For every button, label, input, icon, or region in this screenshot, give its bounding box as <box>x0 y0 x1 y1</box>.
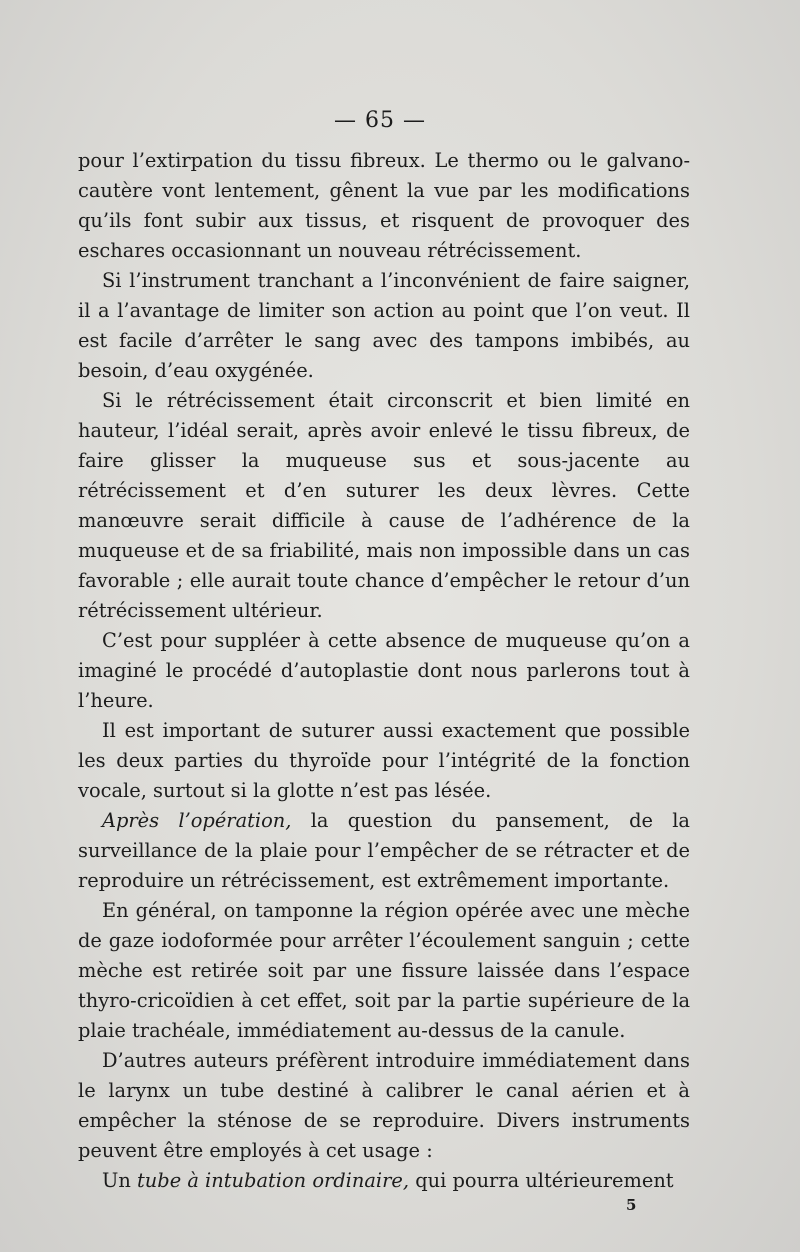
paragraph-lead: Un <box>102 1169 137 1192</box>
paragraph <box>78 1166 690 1196</box>
paragraph: En général, on tamponne la région opérée avec une mèche de gaze iodoformée pour arrêter l’écoulement sanguin ; cette mèche est retirée soit par une fissure laissée dans l’espace thyro-cricoïdien à cet effet, soit par la partie supérieure de la plaie trachéale, immédiatement au-dessus de la canule. <box>78 899 690 1042</box>
paragraph: pour l’extirpation du tissu fibreux. Le thermo ou le galvano-cautère vont lentement, gênent la vue par les modifications qu’ils font subir aux tissus, et risquent de provoquer des eschares occasionnant un nouveau rétrécissement. <box>78 149 690 262</box>
signature-mark: 5 <box>626 1196 637 1214</box>
paragraph-text: qui pourra ultérieurement <box>409 1169 674 1192</box>
page-number: — 65 — <box>334 108 426 133</box>
italic-lead: tube à intubation ordinaire, <box>137 1169 410 1192</box>
paragraph: C’est pour suppléer à cette absence de muqueuse qu’on a imaginé le procédé d’autoplastie dont nous parlerons tout à l’heure. <box>78 629 690 712</box>
paragraph <box>78 806 690 896</box>
paragraph: Il est important de suturer aussi exactement que possible les deux parties du thyroïde pour l’intégrité de la fonction vocale, surtout si la glotte n’est pas lésée. <box>78 719 690 802</box>
paragraph: D’autres auteurs préfèrent introduire immédiatement dans le larynx un tube destiné à calibrer le canal aérien et à empêcher la sténose de se reproduire. Divers instruments peuvent être employés à cet usage : <box>78 1049 690 1162</box>
paragraph: Si le rétrécissement était circonscrit et bien limité en hauteur, l’idéal serait, après avoir enlevé le tissu fibreux, de faire glisser la muqueuse sus et sous-jacente au rétrécissement et d’en suturer les deux lèvres. Cette manœuvre serait difficile à cause de l’adhérence de la muqueuse et de sa friabilité, mais non impossible dans un cas favorable ; elle aurait toute chance d’empêcher le retour d’un rétrécissement ultérieur. <box>78 389 690 622</box>
italic-lead: Après l’opération, <box>102 809 292 832</box>
paragraph-text: la question du pansement, de la surveillance de la plaie pour l’empêcher de se rétracter et de reproduire un rétrécissement, est extrêmement importante. <box>78 809 690 892</box>
body-text <box>78 146 690 1196</box>
paragraph: Si l’instrument tranchant a l’inconvénient de faire saigner, il a l’avantage de limiter son action au point que l’on veut. Il est facile d’arrêter le sang avec des tampons imbibés, au besoin, d’eau oxygénée. <box>78 269 690 382</box>
